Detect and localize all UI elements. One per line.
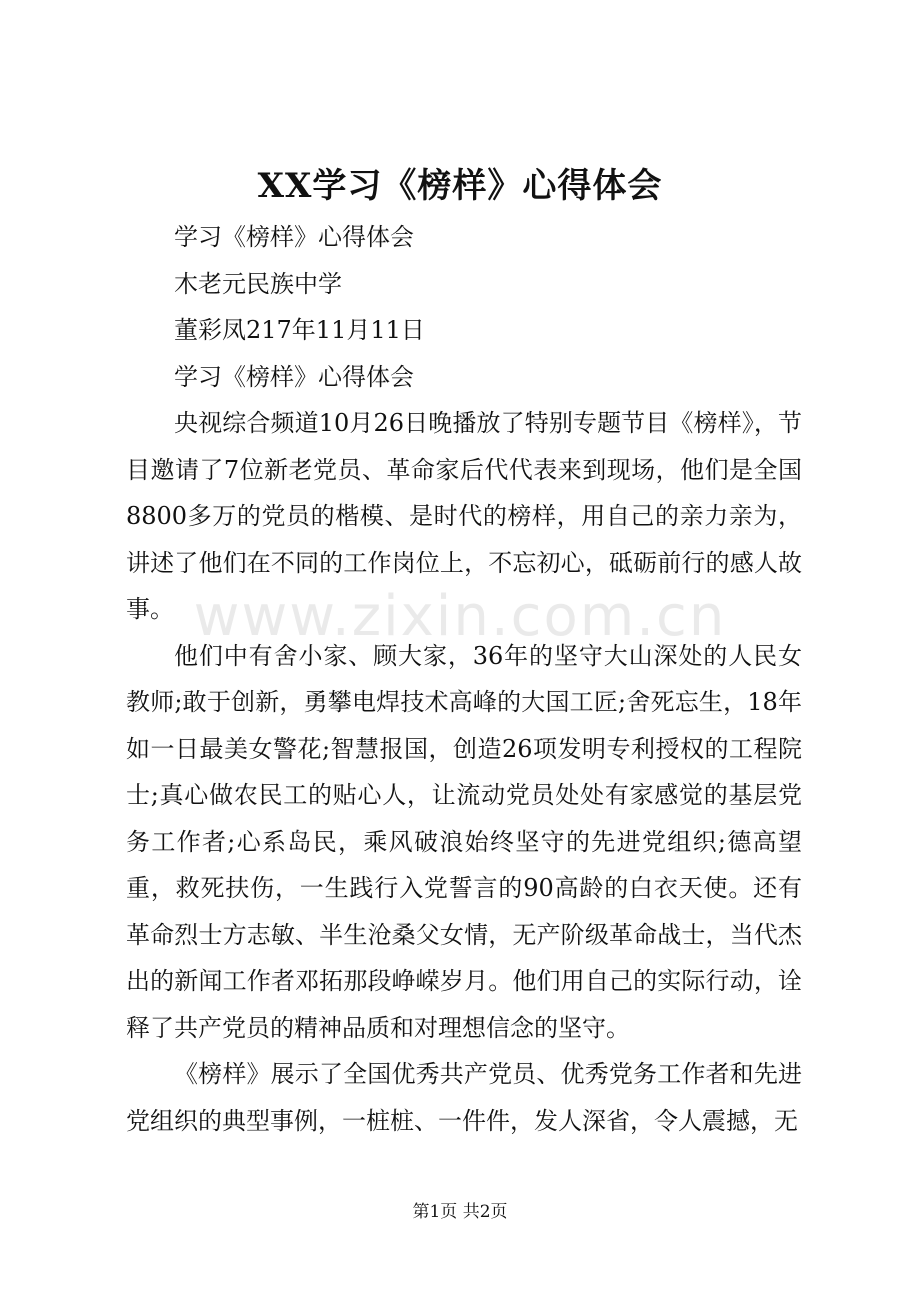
header-line-school: 木老元民族中学 <box>174 269 342 298</box>
document-title: XX学习《榜样》心得体会 <box>257 166 663 206</box>
watermark: www.zixin.com.cn <box>193 584 727 649</box>
header-line-essay-title-repeat: 学习《榜样》心得体会 <box>174 362 414 391</box>
paragraph-1: 央视综合频道10月26日晚播放了特别专题节目《榜样》，节目邀请了7位新老党员、革命家后代代表来到现场，他们是全国8800多万的党员的楷模、是时代的榜样，用自己的亲力亲为，讲述了他们在不同的工作岗位上，不忘初心，砥砺前行的感人故事。 <box>126 409 802 623</box>
header-line-author-date: 董彩凤217年11月11日 <box>174 316 425 344</box>
paragraph-3: 《榜样》展示了全国优秀共产党员、优秀党务工作者和先进党组织的典型事例，一桩桩、一件件，发人深省，令人震撼，无 <box>126 1060 802 1135</box>
paragraph-2: 他们中有舍小家、顾大家，36年的坚守大山深处的人民女教师;敢于创新，勇攀电焊技术高峰的大国工匠;舍死忘生，18年如一日最美女警花;智慧报国，创造26项发明专利授权的工程院士;真心做农民工的贴心人，让流动党员处处有家感觉的基层党务工作者;心系岛民，乘风破浪始终坚守的先进党组织;德高望重，救死扶伤，一生践行入党誓言的90高龄的白衣天使。还有革命烈士方志敏、半生沧桑父女情，无产阶级革命战士，当代杰出的新闻工作者邓拓那段峥嵘岁月。他们用自己的实际行动，诠释了共产党员的精神品质和对理想信念的坚守。 <box>126 641 802 1042</box>
document-body <box>126 214 802 1144</box>
header-line-essay-title: 学习《榜样》心得体会 <box>174 223 414 251</box>
page-footer: 第1页 共2页 <box>412 1202 508 1222</box>
